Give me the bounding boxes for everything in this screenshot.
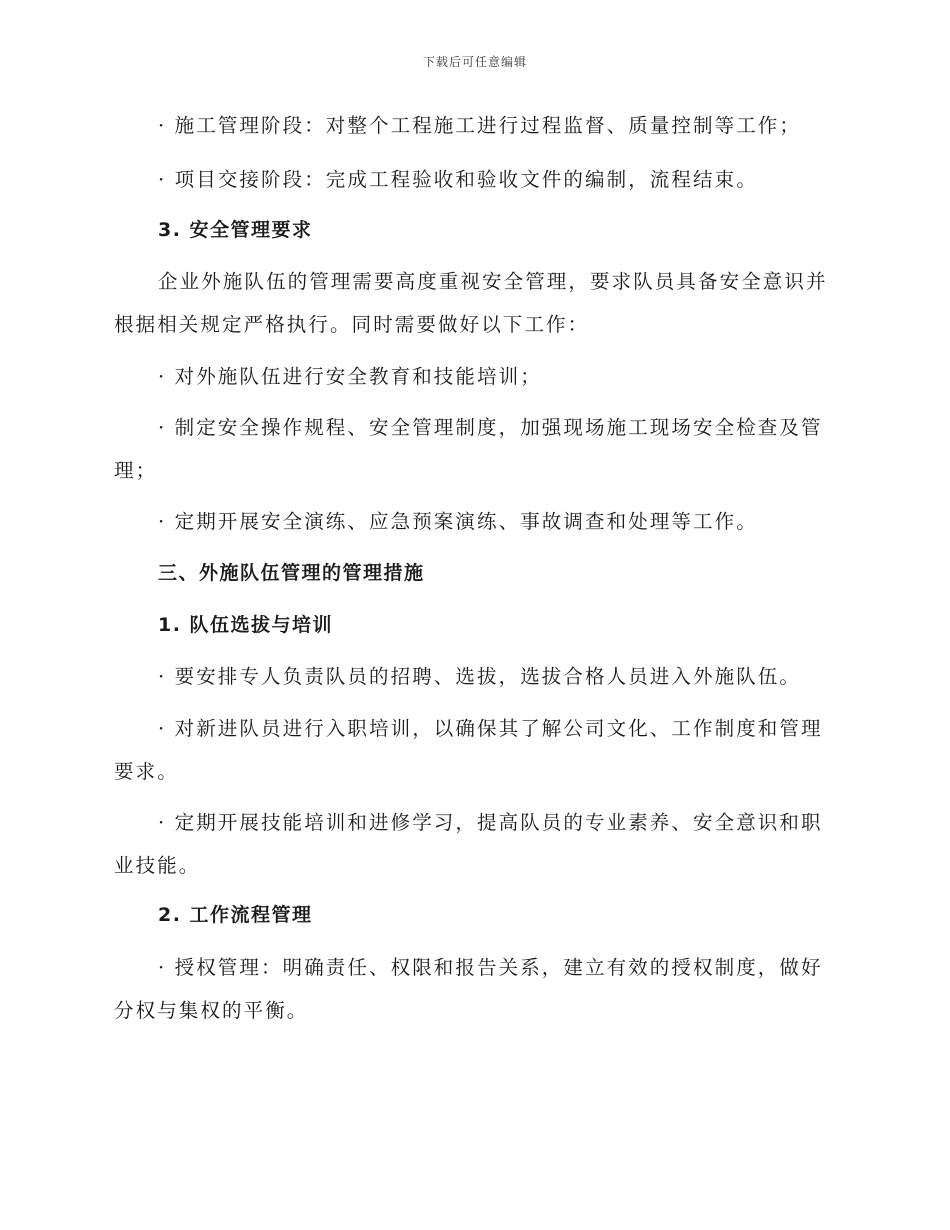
bullet-paragraph	[114, 158, 830, 201]
paragraph-text: · 对外施队伍进行安全教育和技能培训；	[158, 365, 542, 388]
paragraph-text: · 项目交接阶段：完成工程验收和验收文件的编制，流程结束。	[158, 168, 758, 191]
bullet-paragraph	[114, 801, 830, 887]
paragraph-text: · 授权管理：明确责任、权限和报告关系，建立有效的授权制度，做好分权与集权的平衡。	[114, 956, 823, 1022]
bullet-paragraph	[114, 406, 830, 492]
bullet-paragraph	[114, 355, 830, 398]
paragraph-text: · 对新进队员进行入职培训，以确保其了解公司文化、工作制度和管理要求。	[114, 717, 823, 783]
chapter-heading	[114, 552, 830, 595]
heading-text: 3. 安全管理要求	[158, 219, 313, 241]
heading-text: 三、外施队伍管理的管理措施	[158, 562, 425, 584]
paragraph-text: · 定期开展技能培训和进修学习，提高队员的专业素养、安全意识和职业技能。	[114, 811, 823, 877]
heading-text: 2. 工作流程管理	[158, 904, 313, 926]
bullet-paragraph	[114, 655, 830, 698]
paragraph-text: · 要安排专人负责队员的招聘、选拔，选拔合格人员进入外施队伍。	[158, 665, 801, 688]
paragraph-text: 企业外施队伍的管理需要高度重视安全管理，要求队员具备安全意识并根据相关规定严格执行。同时需要做好以下工作：	[114, 270, 828, 336]
bullet-paragraph	[114, 946, 830, 1032]
paragraph-text: · 施工管理阶段：对整个工程施工进行过程监督、质量控制等工作；	[158, 114, 801, 137]
bullet-paragraph	[114, 707, 830, 793]
body-paragraph	[114, 260, 830, 346]
section-heading	[114, 209, 830, 252]
paragraph-text: · 制定安全操作规程、安全管理制度，加强现场施工现场安全检查及管理；	[114, 416, 823, 482]
section-heading	[114, 894, 830, 937]
paragraph-text: · 定期开展安全演练、应急预案演练、事故调查和处理等工作。	[158, 510, 758, 533]
page-header: 下载后可任意编辑	[422, 55, 527, 69]
section-heading	[114, 604, 830, 647]
bullet-paragraph	[114, 500, 830, 543]
bullet-paragraph	[114, 104, 830, 147]
heading-text: 1. 队伍选拔与培训	[158, 614, 334, 636]
